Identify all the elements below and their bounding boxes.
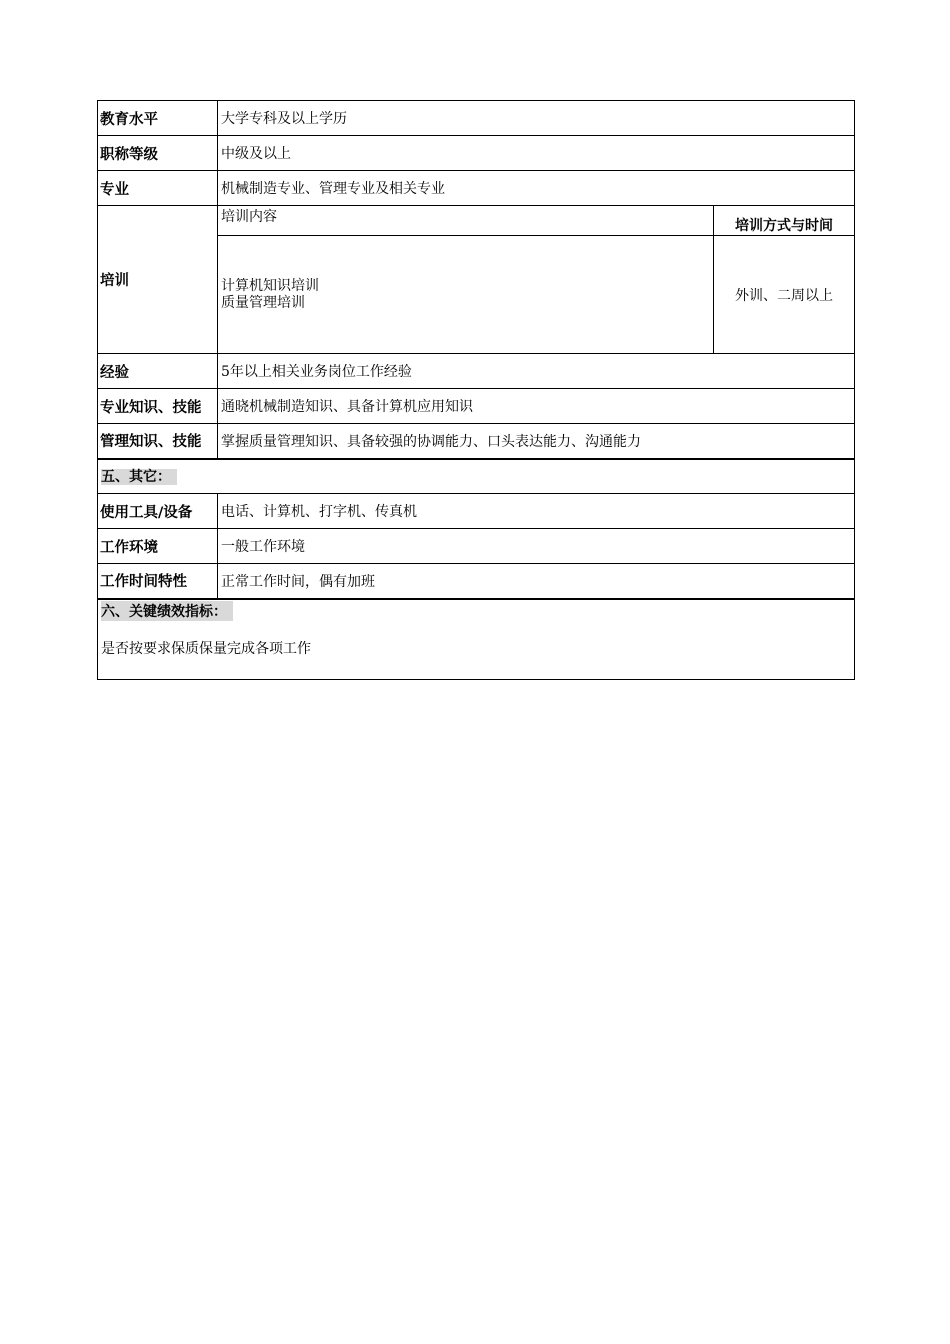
major-row (98, 171, 855, 206)
section5-title-row (98, 459, 855, 494)
professional-skills-label: 专业知识、技能 (98, 389, 218, 424)
management-skills-value: 掌握质量管理知识、具备较强的协调能力、口头表达能力、沟通能力 (218, 424, 855, 459)
professional-skills-value: 通晓机械制造知识、具备计算机应用知识 (218, 389, 855, 424)
work-time-label: 工作时间特性 (98, 564, 218, 599)
title-level-value: 中级及以上 (218, 136, 855, 171)
education-row (98, 101, 855, 136)
kpi-row (98, 599, 855, 680)
kpi-cell (98, 599, 855, 680)
management-skills-row (98, 424, 855, 459)
education-label: 教育水平 (98, 101, 218, 136)
job-description-table (97, 100, 855, 680)
work-time-value: 正常工作时间，偶有加班 (218, 564, 855, 599)
tools-label: 使用工具/设备 (98, 494, 218, 529)
environment-value: 一般工作环境 (218, 529, 855, 564)
training-method-header: 培训方式与时间 (714, 206, 855, 236)
training-content-header: 培训内容 (218, 206, 714, 236)
training-content-line: 计算机知识培训 (221, 277, 319, 294)
tools-row (98, 494, 855, 529)
kpi-text: 是否按要求保质保量完成各项工作 (101, 640, 311, 657)
management-skills-label: 管理知识、技能 (98, 424, 218, 459)
experience-row (98, 354, 855, 389)
major-label: 专业 (98, 171, 218, 206)
education-value: 大学专科及以上学历 (218, 101, 855, 136)
training-content-cell (218, 236, 714, 354)
major-value: 机械制造专业、管理专业及相关专业 (218, 171, 855, 206)
section5-title: 五、其它： (101, 469, 177, 485)
tools-value: 电话、计算机、打字机、传真机 (218, 494, 855, 529)
training-header-row (98, 206, 855, 236)
environment-row (98, 529, 855, 564)
section5-title-cell (98, 459, 855, 494)
title-level-row (98, 136, 855, 171)
training-label: 培训 (98, 206, 218, 354)
experience-label: 经验 (98, 354, 218, 389)
training-content-line: 质量管理培训 (221, 294, 305, 311)
title-level-label: 职称等级 (98, 136, 218, 171)
environment-label: 工作环境 (98, 529, 218, 564)
training-method-value: 外训、二周以上 (714, 236, 855, 354)
experience-value: 5年以上相关业务岗位工作经验 (218, 354, 855, 389)
work-time-row (98, 564, 855, 599)
kpi-title: 六、关键绩效指标： (101, 601, 233, 621)
professional-skills-row (98, 389, 855, 424)
